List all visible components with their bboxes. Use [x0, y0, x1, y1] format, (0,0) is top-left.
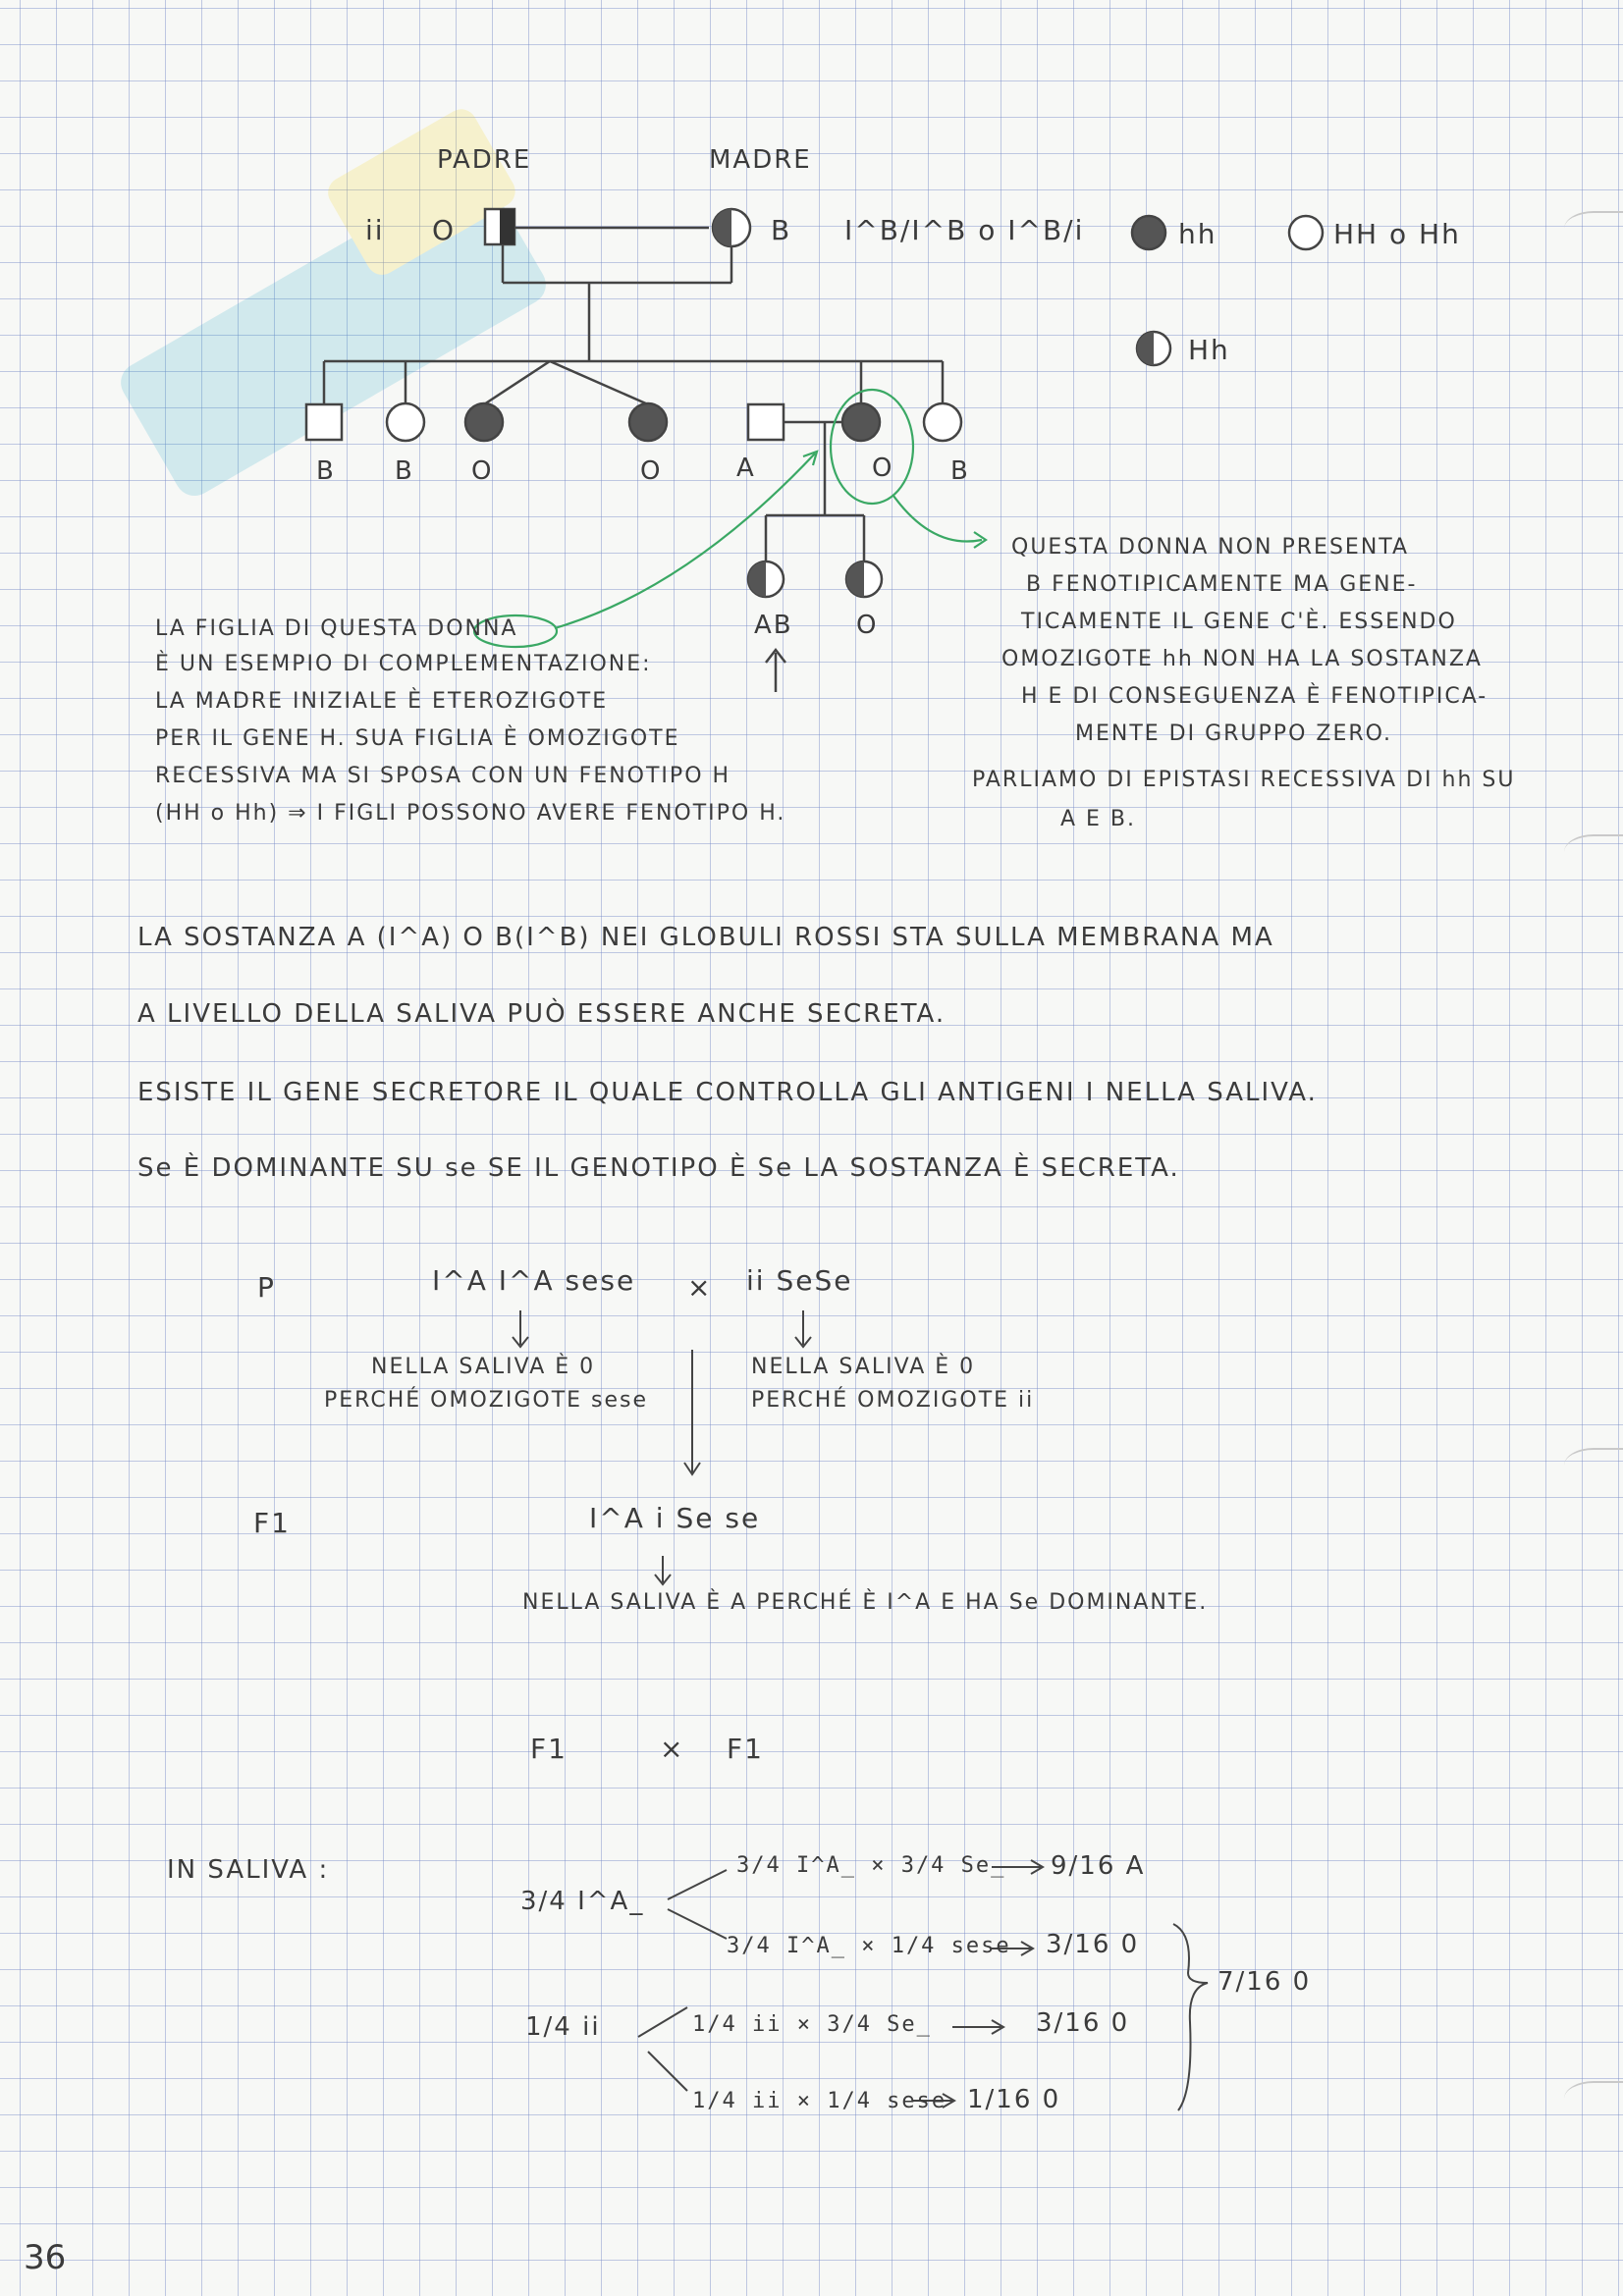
- note-line: QUESTA DONNA NON PRESENTA: [1011, 535, 1410, 560]
- saliva-row-expr: 1/4 ii × 1/4 sese: [692, 2089, 947, 2113]
- spouse-square: [748, 404, 784, 440]
- legend-HH-symbol: [1289, 216, 1323, 249]
- legend-Hh-label: Hh: [1188, 334, 1230, 366]
- right-cross-note-1: NELLA SALIVA È 0: [751, 1355, 976, 1379]
- branch-i: 1/4 ii: [525, 2012, 601, 2042]
- child-6-circle: [842, 403, 880, 441]
- p-right-genotype: ii SeSe: [746, 1264, 853, 1297]
- note-line: LA FIGLIA DI QUESTA DONNA: [155, 616, 518, 641]
- saliva-row-expr: 3/4 I^A_ × 3/4 Se_: [736, 1853, 1006, 1878]
- child-7-circle: [924, 403, 961, 441]
- mother-genotype: I^B/I^B o I^B/i: [844, 214, 1085, 246]
- left-cross-note-2: PERCHÉ OMOZIGOTE sese: [324, 1388, 649, 1413]
- child-group: A: [736, 454, 756, 483]
- p-left-genotype: I^A I^A sese: [432, 1264, 636, 1297]
- note-line: TICAMENTE IL GENE C'È. ESSENDO: [1021, 610, 1457, 634]
- p-label: P: [257, 1271, 276, 1304]
- paragraph-line: LA SOSTANZA A (I^A) O B(I^B) NEI GLOBULI ROSSI STA SULLA MEMBRANA MA: [137, 923, 1274, 952]
- saliva-row-expr: 3/4 I^A_ × 1/4 sese: [727, 1934, 1011, 1958]
- paragraph-line: ESISTE IL GENE SECRETORE IL QUALE CONTROLLA GLI ANTIGENI I NELLA SALIVA.: [137, 1078, 1318, 1107]
- times-sign: ×: [687, 1271, 713, 1304]
- grandchild-group: AB: [754, 611, 793, 640]
- f1-note: NELLA SALIVA È A PERCHÉ È I^A E HA Se DOMINANTE.: [522, 1590, 1209, 1615]
- child-1-square: [306, 404, 342, 440]
- legend-hh-label: hh: [1178, 218, 1217, 250]
- mother-label: MADRE: [709, 145, 812, 175]
- note-line: PER IL GENE H. SUA FIGLIA È OMOZIGOTE: [155, 726, 680, 751]
- saliva-label: IN SALIVA :: [167, 1855, 330, 1885]
- child-group: O: [872, 454, 894, 483]
- note-line: MENTE DI GRUPPO ZERO.: [1075, 721, 1393, 746]
- right-cross-note-2: PERCHÉ OMOZIGOTE ii: [751, 1388, 1035, 1413]
- note-line: B FENOTIPICAMENTE MA GENE-: [1026, 572, 1418, 597]
- mother-group: B: [771, 214, 792, 246]
- branch-a: 3/4 I^A_: [520, 1887, 645, 1916]
- child-group: B: [395, 456, 414, 486]
- saliva-row-result: 3/16 0: [1046, 1930, 1140, 1959]
- f1-genotype: I^A i Se se: [589, 1502, 761, 1534]
- grandchild-group: O: [856, 611, 879, 640]
- paragraph-line: Se È DOMINANTE SU se SE IL GENOTIPO È Se LA SOSTANZA È SECRETA.: [137, 1153, 1180, 1183]
- child-group: O: [640, 456, 663, 486]
- note-line: RECESSIVA MA SI SPOSA CON UN FENOTIPO H: [155, 764, 731, 788]
- note-line: PARLIAMO DI EPISTASI RECESSIVA DI hh SU: [972, 768, 1516, 792]
- child-group: O: [471, 456, 494, 486]
- left-cross-note-1: NELLA SALIVA È 0: [371, 1355, 596, 1379]
- saliva-row-result: 1/16 0: [967, 2085, 1061, 2114]
- f1-label: F1: [253, 1507, 291, 1539]
- father-label: PADRE: [437, 145, 532, 175]
- note-line: (HH o Hh) ⇒ I FIGLI POSSONO AVERE FENOTIPO H.: [155, 801, 786, 826]
- page-number: 36: [24, 2238, 67, 2277]
- child-3-circle: [465, 403, 503, 441]
- saliva-row-result: 9/16 A: [1051, 1851, 1146, 1881]
- saliva-row-expr: 1/4 ii × 3/4 Se_: [692, 2012, 932, 2037]
- f1xf1-times: ×: [660, 1733, 685, 1765]
- child-group: B: [950, 456, 970, 486]
- f1xf1-right: F1: [727, 1733, 764, 1765]
- father-genotype: ii: [365, 214, 385, 246]
- pedigree-chart: [0, 0, 1623, 883]
- note-line: È UN ESEMPIO DI COMPLEMENTAZIONE:: [155, 652, 652, 676]
- note-line: LA MADRE INIZIALE È ETEROZIGOTE: [155, 689, 609, 714]
- child-4-circle: [629, 403, 667, 441]
- father-group: O: [432, 214, 457, 246]
- note-line: H E DI CONSEGUENZA È FENOTIPICA-: [1021, 684, 1488, 709]
- child-group: B: [316, 456, 336, 486]
- note-line: OMOZIGOTE hh NON HA LA SOSTANZA: [1001, 647, 1483, 671]
- saliva-total: 7/16 0: [1217, 1967, 1312, 1997]
- binder-hole-mark: [1564, 1448, 1623, 1483]
- legend-hh-symbol: [1132, 216, 1165, 249]
- legend-HH-label: HH o Hh: [1333, 218, 1461, 250]
- binder-hole-mark: [1564, 2081, 1623, 2116]
- note-line: A E B.: [1060, 807, 1137, 831]
- paragraph-line: A LIVELLO DELLA SALIVA PUÒ ESSERE ANCHE SECRETA.: [137, 999, 947, 1029]
- saliva-row-result: 3/16 0: [1036, 2008, 1130, 2038]
- f1xf1-left: F1: [530, 1733, 568, 1765]
- child-2-circle: [387, 403, 424, 441]
